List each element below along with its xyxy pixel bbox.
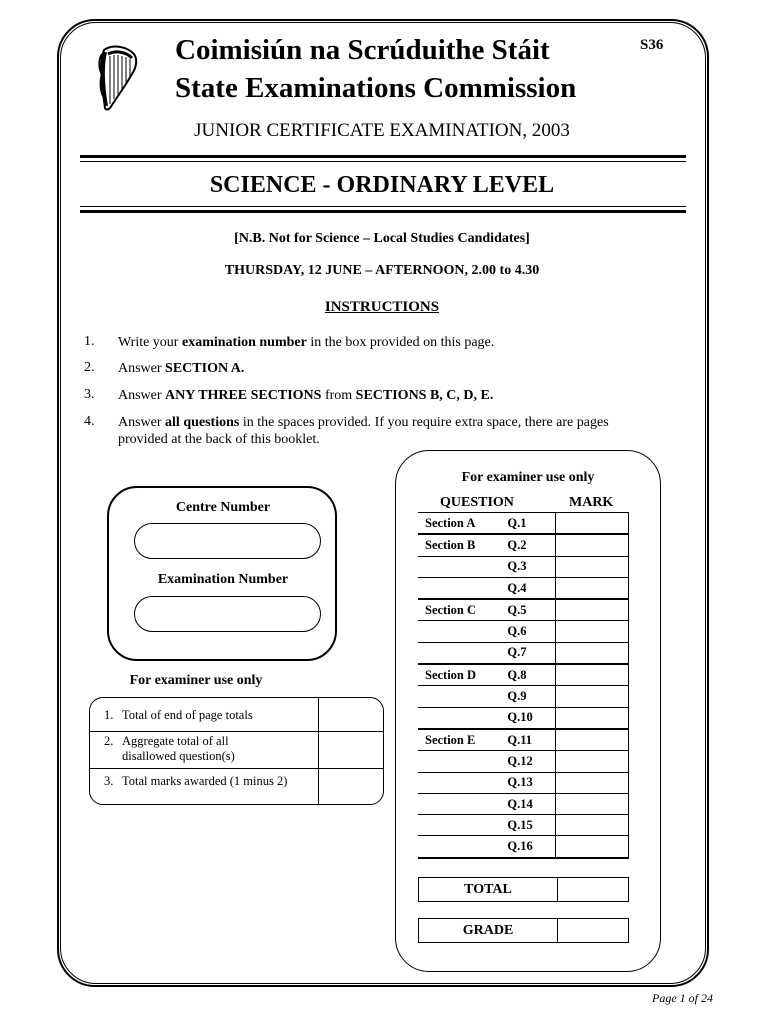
mark-cell[interactable] bbox=[556, 642, 629, 664]
instruction-2: Answer SECTION A. bbox=[118, 361, 245, 376]
table-row: Q.9 bbox=[418, 686, 629, 707]
totals-row: 2. Aggregate total of all disallowed question(s) bbox=[104, 734, 235, 763]
mark-cell[interactable] bbox=[556, 664, 629, 686]
mark-cell[interactable] bbox=[556, 556, 629, 577]
mark-cell[interactable] bbox=[556, 513, 629, 535]
total-label: TOTAL bbox=[464, 882, 512, 897]
table-row: Q.13 bbox=[418, 772, 629, 793]
marks-table bbox=[418, 512, 629, 859]
mark-cell[interactable] bbox=[556, 577, 629, 599]
instruction-4: Answer all questions in the spaces provided. If you require extra space, there are pages provided at the back of this booklet. bbox=[118, 415, 609, 447]
instruction-number: 1. bbox=[84, 334, 95, 349]
totals-mark-cell[interactable] bbox=[320, 770, 382, 803]
page-number: Page 1 of 24 bbox=[652, 991, 713, 1005]
table-row: Section E Q.11 bbox=[418, 729, 629, 751]
mark-cell[interactable] bbox=[556, 534, 629, 556]
mark-column-header: MARK bbox=[569, 495, 614, 510]
mark-cell[interactable] bbox=[556, 729, 629, 751]
paper-code: S36 bbox=[640, 37, 664, 53]
divider bbox=[80, 210, 686, 213]
totals-row: 3. Total marks awarded (1 minus 2) bbox=[104, 774, 288, 788]
mark-cell[interactable] bbox=[556, 815, 629, 836]
title-english: State Examinations Commission bbox=[175, 72, 577, 104]
mark-cell[interactable] bbox=[556, 707, 629, 729]
exam-number-field[interactable] bbox=[134, 596, 321, 632]
instruction-number: 2. bbox=[84, 360, 95, 375]
divider bbox=[80, 206, 686, 207]
totals-mark-cell[interactable] bbox=[320, 699, 382, 730]
mark-cell[interactable] bbox=[556, 686, 629, 707]
totals-mark-cell[interactable] bbox=[320, 733, 382, 767]
table-row: Q.12 bbox=[418, 751, 629, 772]
candidate-note: [N.B. Not for Science – Local Studies Candidates] bbox=[234, 231, 530, 246]
table-row: Section A Q.1 bbox=[418, 513, 629, 535]
table-row: Q.10 bbox=[418, 707, 629, 729]
totals-column-divider bbox=[318, 697, 319, 805]
totals-row-divider bbox=[89, 731, 384, 732]
table-row: Q.3 bbox=[418, 556, 629, 577]
harp-emblem-icon bbox=[96, 44, 142, 114]
mark-cell[interactable] bbox=[556, 599, 629, 621]
table-row: Section C Q.5 bbox=[418, 599, 629, 621]
question-column-header: QUESTION bbox=[440, 495, 514, 510]
instruction-number: 3. bbox=[84, 387, 95, 402]
examiner-use-title: For examiner use only bbox=[129, 673, 263, 688]
divider bbox=[80, 155, 686, 158]
mark-cell[interactable] bbox=[556, 836, 629, 858]
subject-title: SCIENCE - ORDINARY LEVEL bbox=[209, 172, 555, 198]
table-row: Q.16 bbox=[418, 836, 629, 858]
grade-label: GRADE bbox=[462, 923, 514, 938]
table-row: Section D Q.8 bbox=[418, 664, 629, 686]
title-irish: Coimisiún na Scrúduithe Stáit bbox=[175, 34, 550, 66]
table-row: Q.15 bbox=[418, 815, 629, 836]
table-row: Section B Q.2 bbox=[418, 534, 629, 556]
mark-cell[interactable] bbox=[556, 751, 629, 772]
instruction-3: Answer ANY THREE SECTIONS from SECTIONS B, C, D, E. bbox=[118, 388, 494, 403]
table-row: Q.4 bbox=[418, 577, 629, 599]
marks-title: For examiner use only bbox=[461, 470, 595, 485]
instruction-1: Write your examination number in the box provided on this page. bbox=[118, 335, 495, 350]
mark-cell[interactable] bbox=[556, 621, 629, 642]
exam-name: JUNIOR CERTIFICATE EXAMINATION, 2003 bbox=[194, 120, 570, 141]
table-row: Q.14 bbox=[418, 793, 629, 814]
grade-cell[interactable] bbox=[558, 919, 628, 942]
instructions-heading: INSTRUCTIONS bbox=[324, 299, 440, 315]
mark-cell[interactable] bbox=[556, 772, 629, 793]
mark-cell[interactable] bbox=[556, 793, 629, 814]
total-mark-cell[interactable] bbox=[558, 878, 628, 901]
instruction-number: 4. bbox=[84, 414, 95, 429]
table-row: Q.6 bbox=[418, 621, 629, 642]
exam-date-time: THURSDAY, 12 JUNE – AFTERNOON, 2.00 to 4.30 bbox=[224, 263, 540, 278]
exam-number-label: Examination Number bbox=[157, 572, 289, 587]
divider bbox=[80, 161, 686, 162]
centre-number-label: Centre Number bbox=[175, 500, 271, 515]
table-row: Q.7 bbox=[418, 642, 629, 664]
totals-row-divider bbox=[89, 768, 384, 769]
totals-row: 1. Total of end of page totals bbox=[104, 708, 253, 722]
centre-number-field[interactable] bbox=[134, 523, 321, 559]
